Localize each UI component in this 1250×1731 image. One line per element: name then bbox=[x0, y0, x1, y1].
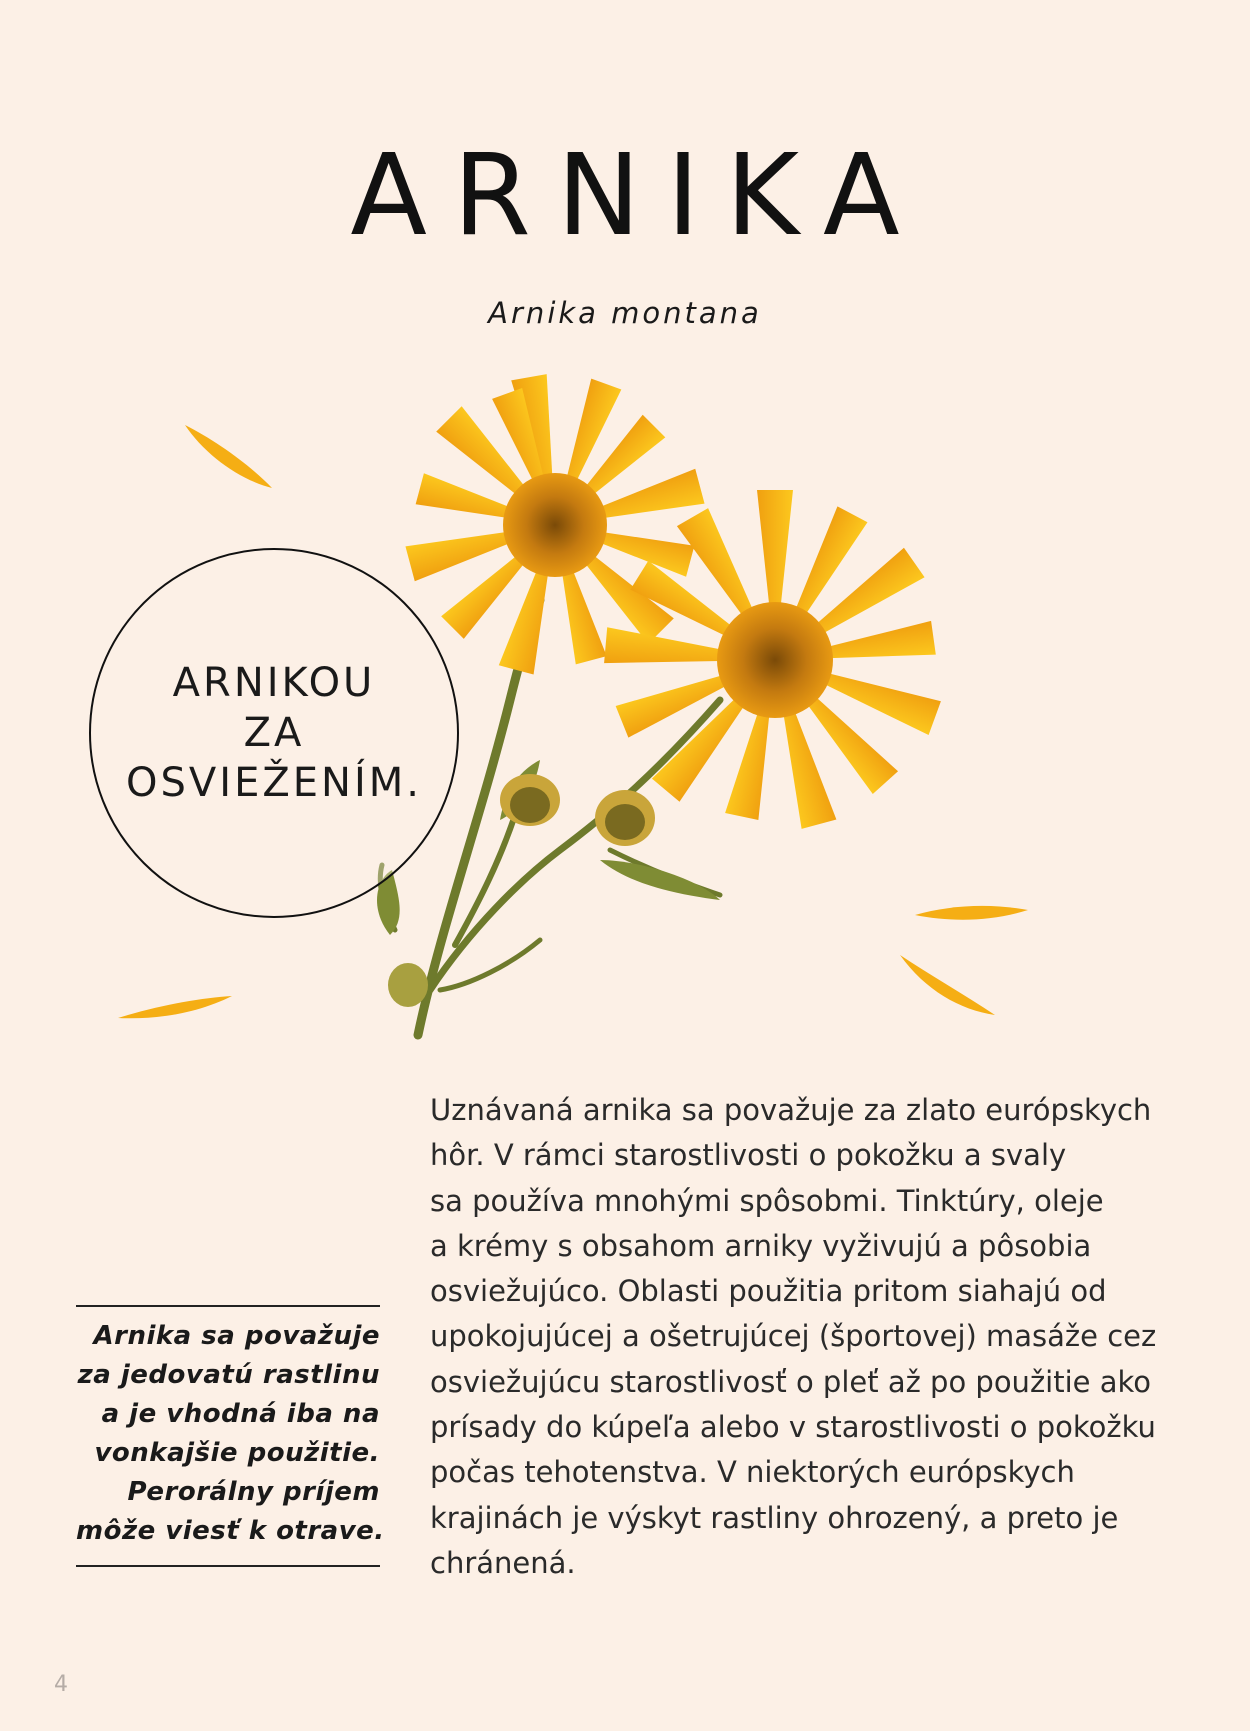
description-line: krajinách je výskyt rastliny ohrozený, a preto je bbox=[430, 1500, 1119, 1535]
latin-name: Arnika montana bbox=[488, 296, 762, 330]
description-line: prísady do kúpeľa alebo v starostlivosti o pokožku bbox=[430, 1410, 1156, 1445]
description-line: a krémy s obsahom arniky vyživujú a pôsobia bbox=[430, 1228, 1092, 1263]
warning-line: Perorálny príjem bbox=[127, 1477, 380, 1507]
warning-callout bbox=[76, 1305, 385, 1567]
badge-line: ARNIKOU bbox=[172, 660, 376, 706]
warning-line: a je vhodná iba na bbox=[101, 1399, 380, 1429]
description-line: počas tehotenstva. V niektorých európskych bbox=[430, 1455, 1075, 1490]
badge-line: OSVIEŽENÍM. bbox=[126, 760, 422, 806]
description-line: osviežujúco. Oblasti použitia pritom siahajú od bbox=[430, 1274, 1107, 1309]
page-number: 4 bbox=[54, 1672, 68, 1697]
page-title: ARNIKA bbox=[350, 131, 926, 261]
flower-top bbox=[405, 374, 704, 674]
description-line: chránená. bbox=[430, 1545, 576, 1580]
warning-line: vonkajšie použitie. bbox=[94, 1438, 380, 1468]
badge-line: ZA bbox=[243, 710, 305, 756]
warning-line: môže viesť k otrave. bbox=[76, 1516, 385, 1546]
description-line: hôr. V rámci starostlivosti o pokožku a svaly bbox=[430, 1138, 1067, 1173]
description-line: sa používa mnohými spôsobmi. Tinktúry, oleje bbox=[430, 1183, 1104, 1218]
warning-line: Arnika sa považuje bbox=[93, 1321, 380, 1351]
description-line: upokojujúcej a ošetrujúcej (športovej) masáže cez bbox=[430, 1319, 1157, 1354]
description-line: osviežujúcu starostlivosť o pleť až po použitie ako bbox=[430, 1364, 1151, 1399]
description-line: Uznávaná arnika sa považuje za zlato európskych bbox=[430, 1093, 1152, 1127]
warning-line: za jedovatú rastlinu bbox=[77, 1360, 380, 1390]
slogan-badge bbox=[89, 548, 459, 918]
description-paragraph bbox=[430, 1088, 1170, 1586]
flower-bottom bbox=[604, 490, 941, 829]
